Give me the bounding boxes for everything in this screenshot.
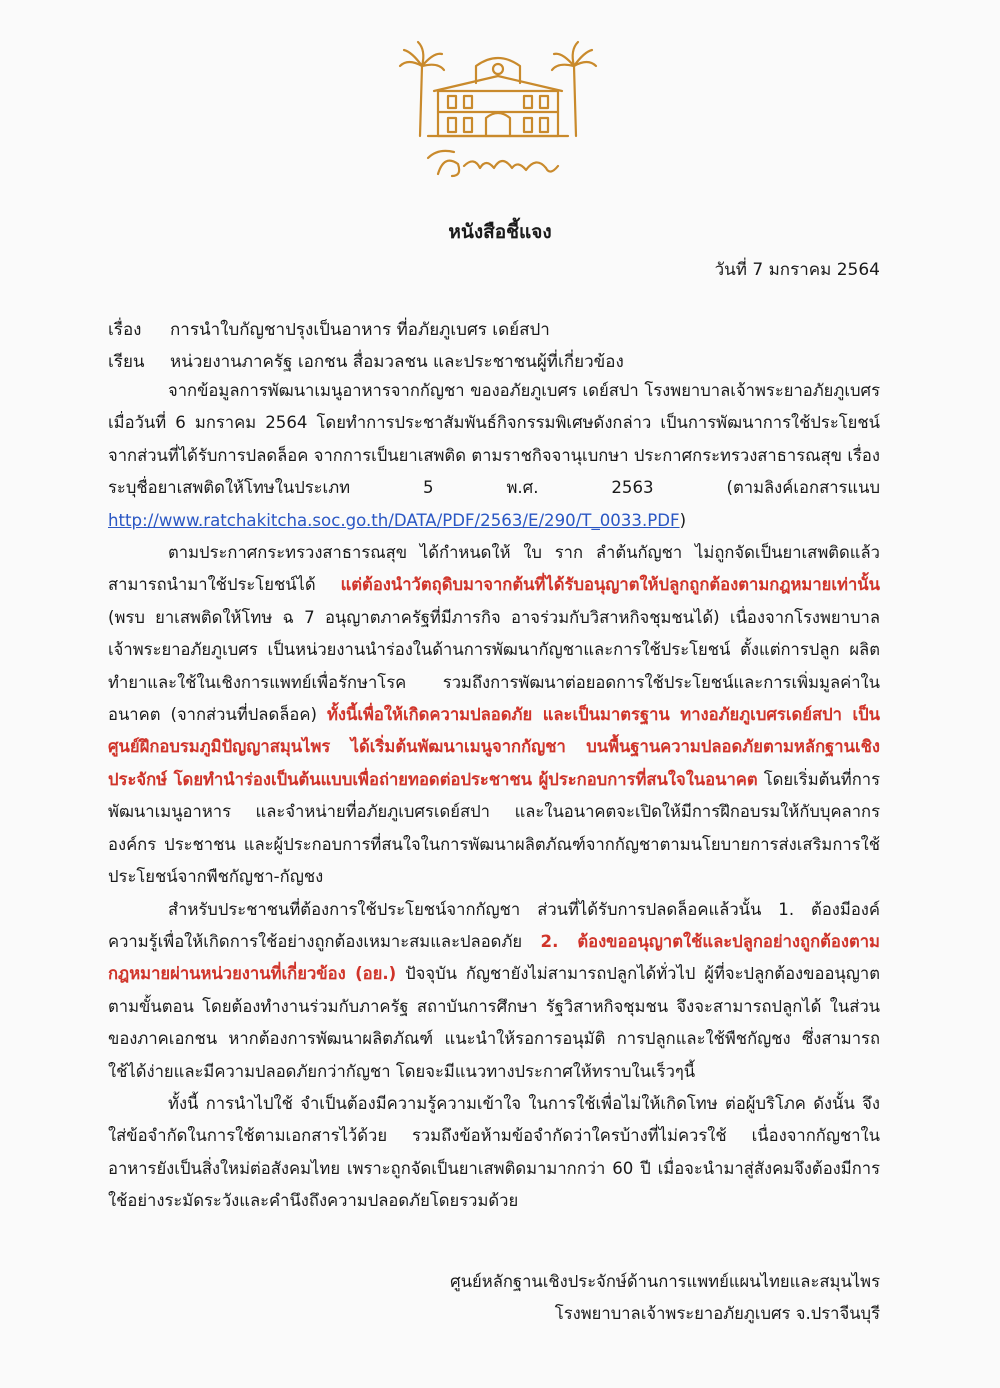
- paragraph-4: ทั้งนี้ การนำไปใช้ จำเป็นต้องมีความรู้ความเข้าใจ ในการใช้เพื่อไม่ให้เกิดโทษ ต่อผู้บริโภค ดังนั้น จึงใส่ข้อจำกัดในการใช้ตามเอกสารไว้ด้วย รวมถึงข้อห้ามข้อจำกัดว่าใครบ้างที่ไม่ควรใช้ เนื่องจากกัญชาในอาหารยังเป็นสิ่งใหม่ต่อสังคมไทย เพราะถูกจัดเป็นยาเสพติดมามากกว่า 60 ปี เมื่อจะนำมาสู่สังคมจึงต้องมีการใช้อย่างระมัดระวังและคำนึงถึงความปลอดภัยโดยรวมด้วย: [108, 1093, 880, 1211]
- subject-row: [108, 316, 550, 343]
- paragraph-3-text-a: สำหรับประชาชนที่ต้องการใช้ประโยชน์จากกัญชา ส่วนที่ได้รับการปลดล็อคแล้วนั้น 1. ต้องมีองค์ความรู้เพื่อให้เกิดการใช้อย่างถูกต้องเหมาะสมและปลอดภัย: [108, 899, 880, 951]
- paragraph-2-text-b: (พรบ ยาเสพติดให้โทษ ฉ 7 อนุญาตภาครัฐที่มีภารกิจ อาจร่วมกับวิสาหกิจชุมชนได้) เนื่องจากโรงพยาบาลเจ้าพระยาอภัยภูเบศร เป็นหน่วยงานนำร่องในด้านการพัฒนากัญชาและการใช้ประโยชน์ ตั้งแต่การปลูก ผลิตทำยาและใช้ในเชิงการแพทย์เพื่อรักษาโรค รวมถึงการพัฒนาต่อยอดการใช้ประโยชน์และการเพิ่มมูลค่าในอนาคต (จากส่วนที่ปลดล็อค): [108, 607, 880, 725]
- signature-line-2: โรงพยาบาลเจ้าพระยาอภัยภูเบศร จ.ปราจีนบุรี: [554, 1304, 880, 1323]
- paragraph-2-text-a: ตามประกาศกระทรวงสาธารณสุข ได้กำหนดให้ ใบ ราก ลำต้นกัญชา ไม่ถูกจัดเป็นยาเสพติดแล้ว สามารถนำมาใช้ประโยชน์ได้: [108, 543, 880, 595]
- recipient-value: หน่วยงานภาครัฐ เอกชน สื่อมวลชน และประชาชนผู้ที่เกี่ยวข้อง: [170, 352, 624, 372]
- paragraph-3-text-b: ปัจจุบัน กัญชายังไม่สามารถปลูกได้ทั่วไป ผู้ที่จะปลูกต้องขออนุญาตตามขั้นตอน โดยต้องทำงานร่วมกับภาครัฐ สถาบันการศึกษา รัฐวิสาหกิจชุมชน จึงจะสามารถปลูกได้ ในส่วนของภาคเอกชน หากต้องการพัฒนาผลิตภัณฑ์ แนะนำให้รอการอนุมัติ การปลูกและใช้พืชกัญชง ซึ่งสามารถใช้ได้ง่ายและมีความปลอดภัยกว่ากัญชา โดยจะมีแนวทางประกาศให้ทราบในเร็วๆนี้: [108, 964, 881, 1081]
- document-date: วันที่ 7 มกราคม 2564: [714, 260, 880, 280]
- signature-line-1: ศูนย์หลักฐานเชิงประจักษ์ด้านการแพทย์แผนไทยและสมุนไพร: [450, 1272, 880, 1291]
- letter-body: [108, 375, 880, 1218]
- paragraph-2-highlight-2: ทั้งนี้เพื่อให้เกิดความปลอดภัย และเป็นมาตรฐาน ทางอภัยภูเบศรเดย์สปา เป็นศูนย์ฝึกอบรมภูมิปัญญาสมุนไพร ได้เริ่มต้นพัฒนาเมนูจากกัญชา บนพื้นฐานความปลอดภัยตามหลักฐานเชิงประจักษ์ โดยทำนำร่องเป็นต้นแบบเพื่อถ่ายทอดต่อประชาชน ผู้ประกอบการที่สนใจในอนาคต: [108, 705, 881, 789]
- paragraph-3: [108, 894, 880, 1088]
- recipient-label: เรียน: [108, 352, 145, 372]
- paragraph-1-text: จากข้อมูลการพัฒนาเมนูอาหารจากกัญชา ของอภัยภูเบศร เดย์สปา โรงพยาบาลเจ้าพระยาอภัยภูเบศร เมื่อวันที่ 6 มกราคม 2564 โดยทำการประชาสัมพันธ์กิจกรรมพิเศษดังกล่าว เป็นการพัฒนาการใช้ประโยชน์จากส่วนที่ได้รับการปลดล็อค จากการเป็นยาเสพติด ตามราชกิจจานุเบกษา ประกาศกระทรวงสาธารณสุข เรื่อง ระบุชื่อยาเสพติดให้โทษในประเภท 5 พ.ศ. 2563 (ตามลิงค์เอกสารแนบ: [108, 381, 880, 498]
- hospital-building-logo: [398, 36, 598, 186]
- paragraph-2-highlight-1: แต่ต้องนำวัตถุดิบมาจากต้นที่ได้รับอนุญาตให้ปลูกถูกต้องตามกฎหมายเท่านั้น: [340, 575, 880, 595]
- paragraph-1: [108, 375, 880, 537]
- paragraph-2: [108, 537, 880, 893]
- recipient-row: [108, 348, 624, 375]
- document-title: หนังสือชี้แจง: [448, 221, 552, 243]
- gazette-link[interactable]: http://www.ratchakitcha.soc.go.th/DATA/PDF/2563/E/290/T_0033.PDF: [108, 510, 680, 530]
- signature-block: [450, 1266, 880, 1330]
- subject-value: การนำใบกัญชาปรุงเป็นอาหาร ที่อภัยภูเบศร เดย์สปา: [170, 320, 550, 340]
- paragraph-3-highlight: 2. ต้องขออนุญาตใช้และปลูกอย่างถูกต้องตามกฎหมายผ่านหน่วยงานที่เกี่ยวข้อง (อย.): [108, 931, 880, 984]
- paragraph-1-close: ): [679, 510, 687, 530]
- paragraph-2-text-c: โดยเริ่มต้นที่การพัฒนาเมนูอาหาร และจำหน่ายที่อภัยภูเบศรเดย์สปา และในอนาคตจะเปิดให้มีการฝึกอบรมให้กับบุคลากร องค์กร ประชาชน และผู้ประกอบการที่สนใจในการพัฒนาผลิตภัณฑ์จากกัญชาตามนโยบายการส่งเสริมการใช้ประโยชน์จากพืชกัญชา-กัญชง: [108, 769, 880, 887]
- subject-label: เรื่อง: [108, 320, 142, 340]
